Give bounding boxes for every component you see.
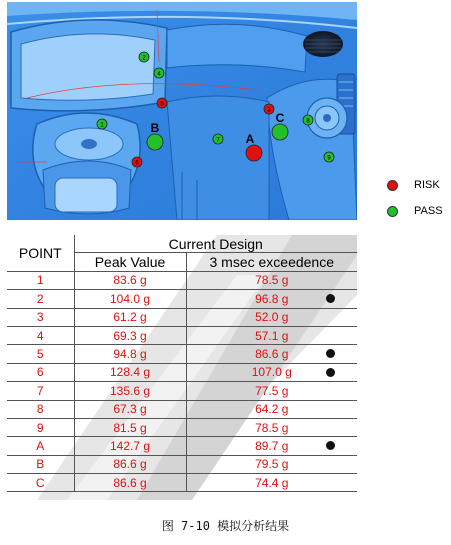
table-row xyxy=(7,363,357,381)
exceed-flag-icon xyxy=(326,294,335,303)
legend-risk-label: RISK xyxy=(414,179,440,191)
legend-pass xyxy=(387,205,443,217)
marker-1 xyxy=(97,119,107,129)
peak-value-cell: 128.4 g xyxy=(74,363,186,381)
results-table-wrap xyxy=(7,235,357,500)
peak-value-cell: 69.3 g xyxy=(74,326,186,344)
marker-2 xyxy=(139,52,149,62)
point-cell: 7 xyxy=(7,382,74,400)
peak-value-cell: 104.0 g xyxy=(74,290,186,308)
peak-value-cell: 81.5 g xyxy=(74,418,186,436)
point-cell: B xyxy=(7,455,74,473)
msec-value-cell: 78.5 g xyxy=(186,271,357,289)
marker-label: 6 xyxy=(135,160,139,167)
marker-label: 9 xyxy=(327,155,331,162)
table-body xyxy=(7,271,357,492)
legend-pass-label: PASS xyxy=(414,205,443,217)
dashboard-render xyxy=(7,2,357,220)
peak-value-cell: 86.6 g xyxy=(74,455,186,473)
table-row xyxy=(7,290,357,308)
marker-label: B xyxy=(150,121,160,135)
marker-9 xyxy=(324,152,334,162)
peak-value-cell: 142.7 g xyxy=(74,437,186,455)
exceed-flag-icon xyxy=(326,368,335,377)
marker-label: 3 xyxy=(267,107,271,114)
point-header: POINT xyxy=(7,235,74,271)
table-row xyxy=(7,271,357,289)
table-row xyxy=(7,437,357,455)
pass-dot-icon xyxy=(387,206,398,217)
point-cell: 4 xyxy=(7,326,74,344)
marker-label: C xyxy=(275,111,285,125)
table-row xyxy=(7,418,357,436)
peak-value-cell: 135.6 g xyxy=(74,382,186,400)
point-cell: 2 xyxy=(7,290,74,308)
msec-value-cell: 86.6 g xyxy=(186,345,357,363)
msec-value-cell: 79.5 g xyxy=(186,455,357,473)
pass-marker-dot xyxy=(147,134,163,150)
msec-value-cell: 107.0 g xyxy=(186,363,357,381)
point-cell: 6 xyxy=(7,363,74,381)
marker-3 xyxy=(264,104,274,114)
marker-label: 5 xyxy=(160,101,164,108)
pass-marker-dot xyxy=(272,124,288,140)
results-table xyxy=(7,235,357,492)
peak-value-cell: 83.6 g xyxy=(74,271,186,289)
peak-value-cell: 61.2 g xyxy=(74,308,186,326)
marker-label: A xyxy=(245,132,255,146)
table-row xyxy=(7,400,357,418)
peak-value-cell: 67.3 g xyxy=(74,400,186,418)
figure-caption: 图 7-10 模拟分析结果 xyxy=(161,519,290,533)
risk-marker-dot xyxy=(246,145,262,161)
point-cell: 5 xyxy=(7,345,74,363)
point-cell: 3 xyxy=(7,308,74,326)
marker-4 xyxy=(154,68,164,78)
point-cell: A xyxy=(7,437,74,455)
table-row xyxy=(7,455,357,473)
exceed-flag-icon xyxy=(326,441,335,450)
msec-value-cell: 74.4 g xyxy=(186,474,357,492)
point-cell: 1 xyxy=(7,271,74,289)
point-cell: 8 xyxy=(7,400,74,418)
table-row xyxy=(7,382,357,400)
msec-value-cell: 77.5 g xyxy=(186,382,357,400)
marker-label: 2 xyxy=(142,55,146,62)
marker-8 xyxy=(303,115,313,125)
current-design-header: Current Design xyxy=(74,235,357,253)
table-row xyxy=(7,326,357,344)
marker-7 xyxy=(213,134,223,144)
marker-5 xyxy=(157,98,167,108)
risk-dot-icon xyxy=(387,180,398,191)
table-row xyxy=(7,308,357,326)
marker-label: 1 xyxy=(100,122,104,129)
marker-label: 8 xyxy=(306,118,310,125)
marker-label: 7 xyxy=(216,137,220,144)
table-row xyxy=(7,474,357,492)
msec-header: 3 msec exceedence xyxy=(186,253,357,271)
marker-label: 4 xyxy=(157,71,161,78)
table-row xyxy=(7,345,357,363)
msec-value-cell: 89.7 g xyxy=(186,437,357,455)
peak-value-header: Peak Value xyxy=(74,253,186,271)
point-cell: C xyxy=(7,474,74,492)
peak-value-cell: 86.6 g xyxy=(74,474,186,492)
instrument-cluster xyxy=(21,34,155,100)
exceed-flag-icon xyxy=(326,349,335,358)
peak-value-cell: 94.8 g xyxy=(74,345,186,363)
msec-value-cell: 64.2 g xyxy=(186,400,357,418)
msec-value-cell: 52.0 g xyxy=(186,308,357,326)
marker-6 xyxy=(132,157,142,167)
msec-value-cell: 57.1 g xyxy=(186,326,357,344)
msec-value-cell: 78.5 g xyxy=(186,418,357,436)
msec-value-cell: 96.8 g xyxy=(186,290,357,308)
point-cell: 9 xyxy=(7,418,74,436)
legend-risk xyxy=(387,179,440,191)
